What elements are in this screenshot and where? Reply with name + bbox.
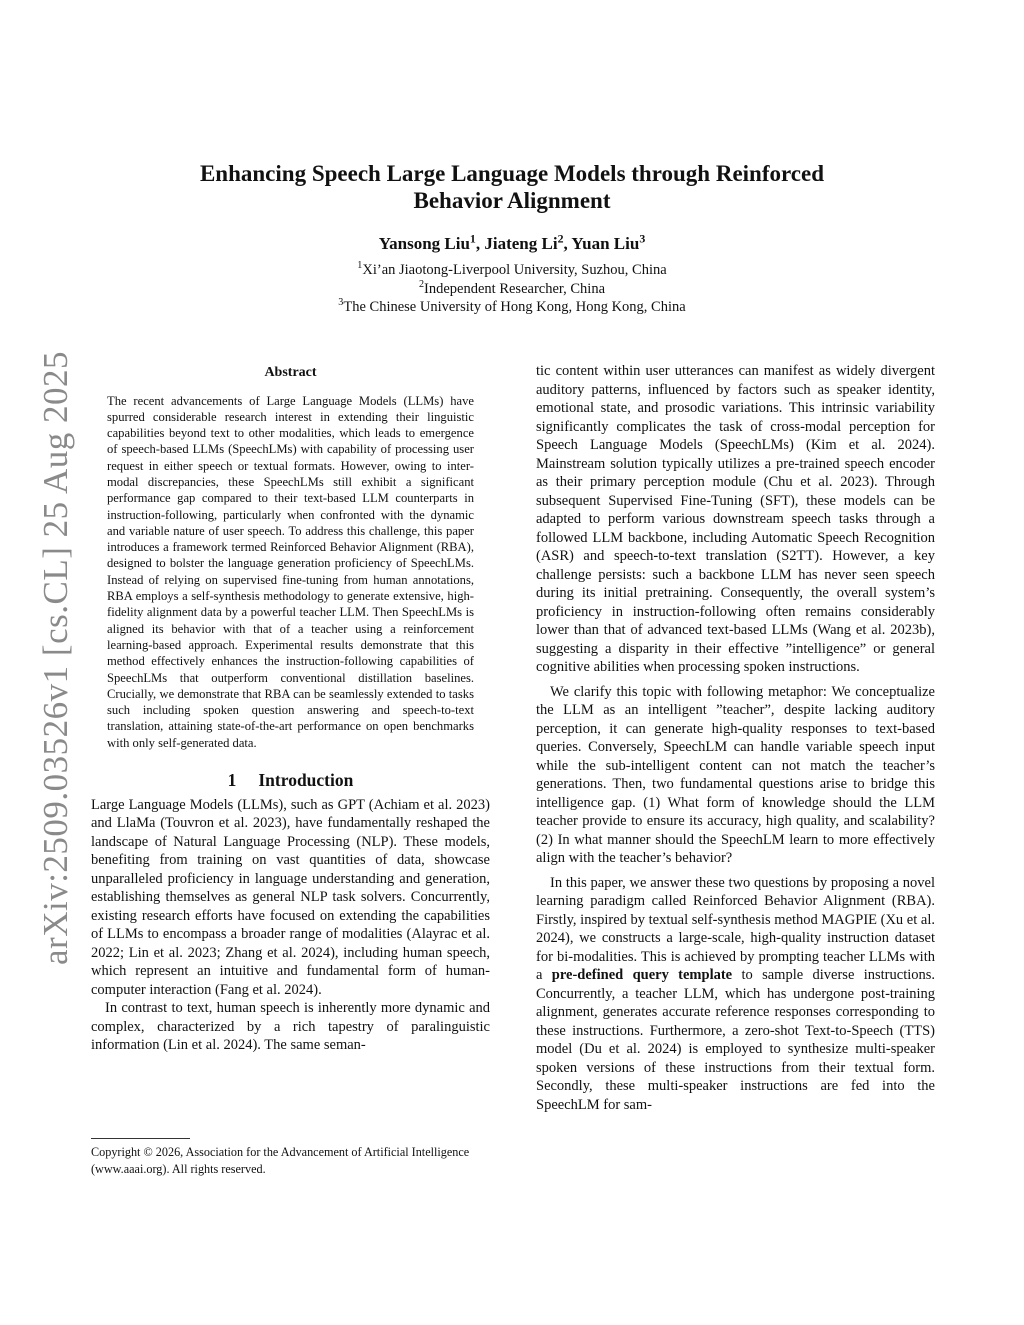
title-line-2: Behavior Alignment [413, 188, 611, 213]
abstract-body: The recent advancements of Large Language Models (LLMs) have spurred considerable research interest in extending their linguistic capabilities beyond text to other modalities, which leads to emergence of speech-based LLMs (SpeechLMs) with capability of processing user request in either speech or textual formats. However, owing to inter-modal discrepancies, these SpeechLMs still exhibit a significant performance gap compared to their text-based LLM counterparts in instruction-following, particularly when confronted with the dynamic and variable nature of user speech. To address this challenge, this paper introduces a framework termed Reinforced Behavior Alignment (RBA), designed to bolster the language generation proficiency of SpeechLMs. Instead of relying on supervised fine-tuning from human annotations, RBA employs a self-synthesis methodology to generate extensive, high-fidelity alignment data by a powerful teacher LLM. Then SpeechLMs is aligned its behavior with that of a teacher using a reinforcement learning-based approach. Experimental results demonstrate that this method effectively enhances the instruction-following capabilities of SpeechLMs that outperform conventional distillation baselines. Crucially, we demonstrate that RBA can be seamlessly extended to tasks such including spoken question answering and speech-to-text translation, attaining state-of-the-art performance on open benchmarks with only self-generated data. [107, 393, 474, 750]
affiliation-text: The Chinese University of Hong Kong, Hong Kong, China [343, 299, 686, 315]
affiliation-mark: 3 [338, 297, 344, 309]
left-column [91, 362, 490, 1055]
arxiv-identifier-stamp: arXiv:2509.03526v1 [cs.CL] 25 Aug 2025 [36, 351, 75, 965]
affiliation-list [150, 261, 874, 317]
author-name: Yuan Liu [571, 234, 640, 253]
affiliation-line [150, 280, 874, 299]
title-line-1: Enhancing Speech Large Language Models through Reinforced [199, 161, 825, 186]
introduction-heading [91, 771, 490, 790]
paragraph-text: In this paper, we answer these two questions by proposing a novel learning paradigm called Reinforced Behavior Alignment (RBA). Firstly, inspired by textual self-synthesis method MAGPIE (Xu et al. 2024), we constructs a large-scale, high-quality instruction dataset for bi-modalities. This is achieved by prompting teacher LLMs with a [536, 874, 935, 983]
author-name: Yansong Liu [378, 234, 470, 253]
author-separator: , [563, 234, 572, 253]
section-number: 1 [227, 770, 237, 791]
affiliation-text: Independent Researcher, China [424, 280, 606, 297]
author-affiliation-mark: 2 [557, 231, 564, 246]
affiliation-mark: 2 [418, 278, 425, 290]
copyright-footnote: Copyright © 2026, Association for the Advancement of Artificial Intelligence (www.aaai.org). All rights reserved. [91, 1145, 470, 1176]
author-list [150, 233, 874, 255]
abstract-heading: Abstract [264, 365, 317, 380]
affiliation-line [150, 298, 874, 317]
author-separator: , [475, 234, 485, 253]
affiliation-text: Xi’an Jiaotong-Liverpool University, Suzhou, China [362, 262, 667, 278]
intro-paragraph-2: In contrast to text, human speech is inherently more dynamic and complex, characterized by a rich tapestry of paralinguistic information (Lin et al. 2024). The same seman- [91, 1000, 490, 1054]
right-column [536, 362, 935, 1114]
emphasized-term: pre-defined query template [551, 967, 733, 983]
right-paragraph-1: tic content within user utterances can manifest as widely divergent auditory patterns, influenced by factors such as speaker identity, emotional state, and prosodic variations. This intrinsic variability significantly complicates the task of cross-modal perception for Speech Language Models (SpeechLMs) (Kim et al. 2024). Mainstream solution typically utilizes a pre-trained speech encoder as their primary perception module (Chu et al. 2023). Through subsequent Supervised Fine-Tuning (SFT), these models can be adapted to perform various downstream speech tasks through a followed LLM backbone, including Automatic Speech Recognition (ASR) and speech-to-text translation (S2TT). However, a key challenge persists: such a backbone LLM has never seen speech during its initial pretraining. Consequently, the overall system’s proficiency in instruction-following often remains considerably lower than that of advanced text-based LLMs (Wang et al. 2023b), suggesting a disparity in their effective ”intelligence” or general cognitive abilities when processing spoken instructions. [536, 363, 935, 675]
footnote-divider [91, 1138, 190, 1139]
affiliation-line [150, 261, 874, 280]
section-title: Introduction [258, 770, 354, 791]
intro-paragraph-1: Large Language Models (LLMs), such as GPT (Achiam et al. 2023) and LlaMa (Touvron et al. 2023), have fundamentally reshaped the landscape of Natural Language Processing (NLP). These models, benefiting from training on vast quantities of data, showcase unparalleled proficiency in language understanding and generation, establishing themselves as general NLP task solvers. Concurrently, existing research efforts have focused on extending the capabilities of LLMs to encompass a broader range of modalities (Alayrac et al. 2022; Lin et al. 2023; Zhang et al. 2024), including human speech, which represent an intuitive and fundamental form of human-computer interaction (Fang et al. 2024). [91, 796, 490, 998]
right-paragraph-3 [536, 874, 935, 1115]
paragraph-text: to sample diverse instructions. Concurrently, a teacher LLM, which has undergone post-training alignment, generates accurate reference responses corresponding to these instructions. Furthermore, a zero-shot Text-to-Speech (TTS) model (Du et al. 2024) is employed to synthesize multi-speaker spoken versions of these instructions from their textual form. Secondly, these multi-speaker instructions are fed into the SpeechLM for sam- [536, 967, 936, 1113]
author-affiliation-mark: 3 [639, 231, 646, 246]
paper-title [150, 160, 874, 214]
author-name: Jiateng Li [484, 234, 558, 253]
affiliation-mark: 1 [357, 260, 363, 272]
right-paragraph-2: We clarify this topic with following metaphor: We conceptualize the LLM as an intelligent ”teacher”, despite lacking auditory perception, it can generate high-quality responses to text-based queries. Conversely, SpeechLM can handle variable speech input while the sub-intelligent content can not match the teacher’s generations. Then, two fundamental questions arise to bridge this intelligence gap. (1) What form of knowledge should the LLM teacher provide to ensure its accuracy, high quality, and scalability? (2) In what manner should the SpeechLM learn to more effectively align with the teacher’s behavior? [536, 683, 935, 866]
author-affiliation-mark: 1 [469, 231, 476, 246]
